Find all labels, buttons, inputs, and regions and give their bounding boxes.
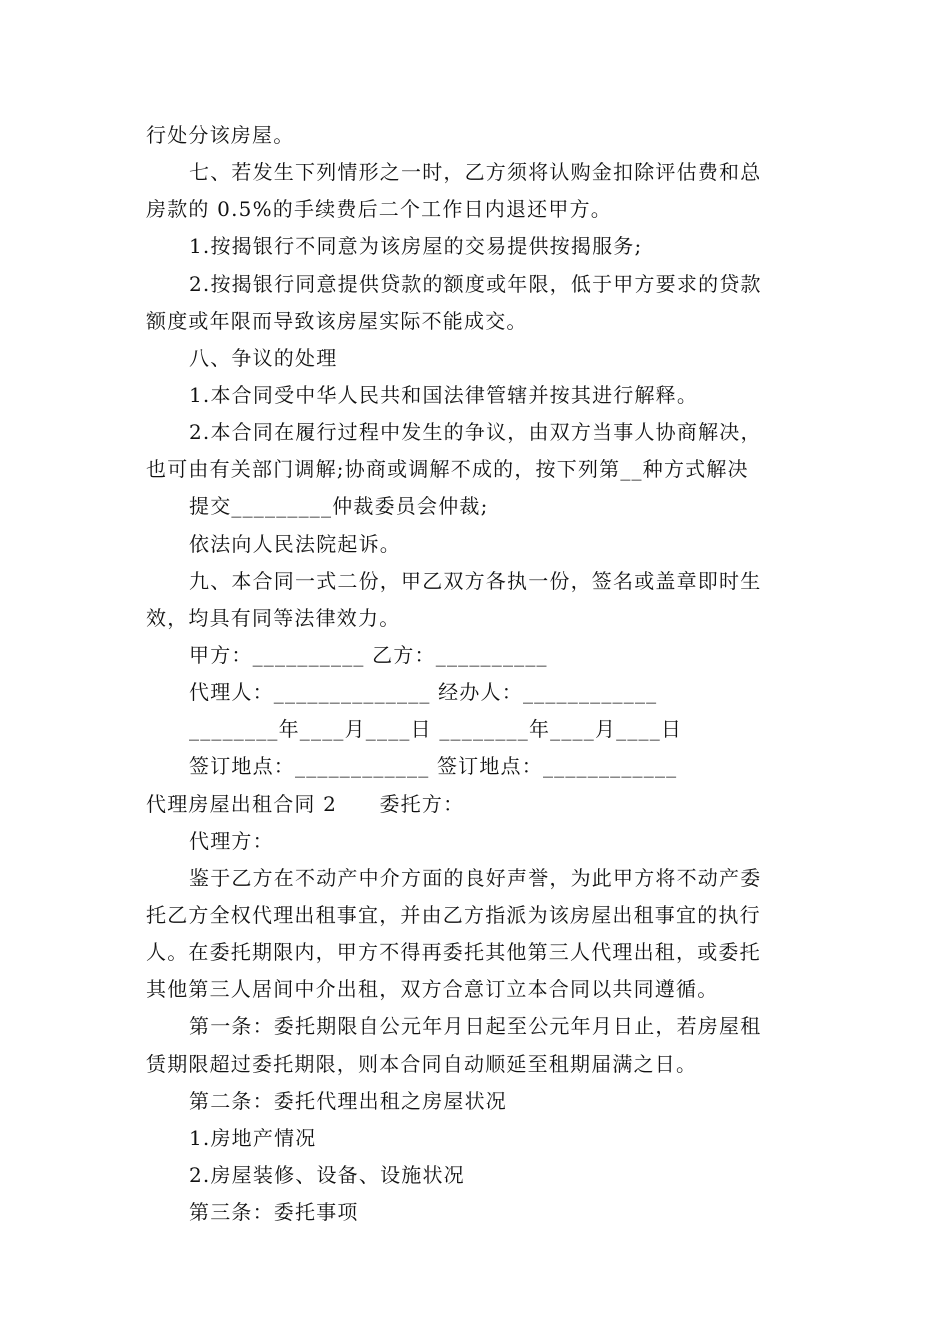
list-item: 2.房屋装修、设备、设施状况 [189, 1163, 465, 1187]
text-line: 效，均具有同等法律效力。 [146, 606, 401, 630]
signature-line-parties: 甲方：__________ 乙方：__________ [189, 643, 548, 667]
text-line: 人。在委托期限内，甲方不得再委托其他第三人代理出租，或委托 [146, 940, 761, 964]
list-item: 2.按揭银行同意提供贷款的额度或年限，低于甲方要求的贷款 [189, 272, 762, 296]
text-line: 行处分该房屋。 [146, 123, 295, 147]
text-line: 托乙方全权代理出租事宜，并由乙方指派为该房屋出租事宜的执行 [146, 903, 761, 927]
contract-title: 代理房屋出租合同 2 委托方： [146, 792, 465, 816]
signature-line-agents: 代理人：______________ 经办人：____________ [189, 680, 658, 704]
clause-heading: 七、若发生下列情形之一时，乙方须将认购金扣除评估费和总 [189, 160, 762, 184]
text-line: 鉴于乙方在不动产中介方面的良好声誉，为此甲方将不动产委 [189, 866, 762, 890]
signature-line-dates: ________年____月____日 ________年____月____日 [189, 717, 683, 741]
text-line: 依法向人民法院起诉。 [189, 532, 401, 556]
text-line: 代理方： [189, 829, 274, 853]
text-line: 提交_________仲裁委员会仲裁; [189, 494, 489, 518]
list-item: 1.房地产情况 [189, 1126, 317, 1150]
list-item: 1.本合同受中华人民共和国法律管辖并按其进行解释。 [189, 383, 699, 407]
article-heading: 第二条：委托代理出租之房屋状况 [189, 1089, 507, 1113]
list-item: 2.本合同在履行过程中发生的争议，由双方当事人协商解决， [189, 420, 762, 444]
text-line: 也可由有关部门调解;协商或调解不成的，按下列第__种方式解决 [146, 457, 749, 481]
article-heading: 第一条：委托期限自公元年月日起至公元年月日止，若房屋租 [189, 1014, 762, 1038]
section-heading: 八、争议的处理 [189, 346, 338, 370]
clause-heading: 九、本合同一式二份，甲乙双方各执一份，签名或盖章即时生 [189, 569, 762, 593]
article-heading: 第三条：委托事项 [189, 1200, 359, 1224]
signature-line-location: 签订地点：____________ 签订地点：____________ [189, 754, 678, 778]
text-line: 其他第三人居间中介出租，双方合意订立本合同以共同遵循。 [146, 977, 719, 1001]
list-item: 1.按揭银行不同意为该房屋的交易提供按揭服务; [189, 234, 643, 258]
text-line: 赁期限超过委托期限，则本合同自动顺延至租期届满之日。 [146, 1052, 698, 1076]
text-line: 额度或年限而导致该房屋实际不能成交。 [146, 309, 528, 333]
text-line: 房款的 0.5%的手续费后二个工作日内退还甲方。 [146, 197, 612, 221]
